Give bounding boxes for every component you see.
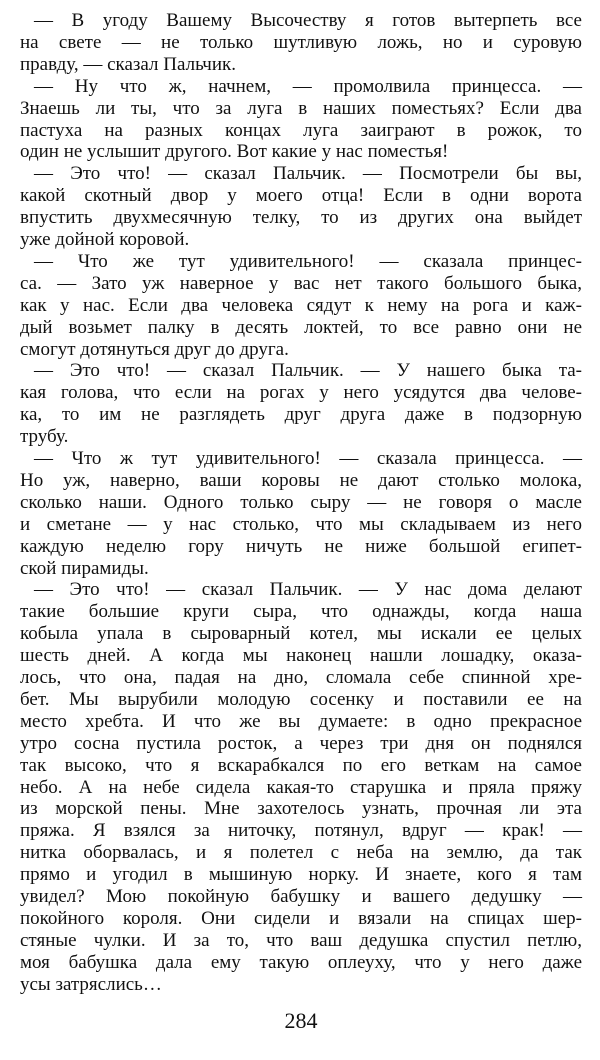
page-number: 284	[284, 1007, 318, 1033]
text-line: пастуха на разных концах луга заиграют в рожок, то	[20, 119, 582, 141]
text-line: увидел? Мою покойную бабушку и вашего дедушку —	[20, 886, 582, 907]
text-line: прямо и угодил в мышиную норку. И знаете, кого я там	[20, 864, 582, 886]
text-line: и сметане — у нас столько, что мы складываем из него	[20, 513, 582, 535]
text-line: трубу.	[20, 426, 69, 448]
text-line: так высоко, что я вскарабкался по его веткам на самое	[20, 754, 582, 776]
text-line: сколько наши. Одного только сыру — не говоря о масле	[20, 491, 582, 513]
text-line: как у нас. Если два человека сядут к нему на рога и каж-	[20, 294, 582, 316]
text-line: нитка оборвалась, и я полетел с неба на землю, да так	[20, 842, 582, 864]
text-line: один не услышит другого. Вот какие у нас поместья!	[20, 141, 449, 163]
text-line: усы затряслись…	[20, 973, 162, 995]
text-line: небо. А на небе сидела какая-то старушка и пряла пряжу	[20, 776, 582, 798]
text-line: такие большие круги сыра, что однажды, когда наша	[20, 601, 582, 623]
text-line: на свете — не только шутливую ложь, но и суровую	[20, 31, 582, 53]
text-line: кая голова, что если на рогах у него усядутся два челове-	[20, 382, 582, 404]
text-line: Знаешь ли ты, что за луга в наших поместьях? Если два	[20, 97, 582, 119]
text-line: — Ну что ж, начнем, — промолвила принцесса. —	[34, 75, 582, 97]
text-line: моя бабушка дала ему такую оплеуху, что у него даже	[20, 951, 582, 973]
text-line: какой скотный двор у моего отца! Если в одни ворота	[20, 185, 582, 207]
text-line: са. — Зато уж наверное у вас нет такого большого быка,	[20, 272, 582, 294]
text-line: — Это что! — сказал Пальчик. — Посмотрели бы вы,	[34, 163, 582, 185]
text-line: бет. Мы вырубили молодую сосенку и поставили ее на	[20, 688, 582, 710]
text-line: пряжа. Я взялся за ниточку, потянул, вдруг — крак! —	[20, 820, 582, 842]
text-line: — В угоду Вашему Высочеству я готов вытерпеть все	[34, 10, 582, 31]
text-line: ской пирамиды.	[20, 557, 149, 579]
text-line: — Это что! — сказал Пальчик. — У нашего быка та-	[34, 360, 582, 382]
text-line: лось, что она, падая на дно, сломала себе спинной хре-	[20, 667, 582, 688]
text-line: дый возьмет палку в десять локтей, то все равно они не	[20, 316, 582, 338]
text-line: — Это что! — сказал Пальчик. — У нас дома делают	[34, 579, 582, 601]
text-line: Но уж, наверно, ваши коровы не дают столько молока,	[20, 469, 582, 491]
text-line: шесть дней. А когда мы наконец нашли лошадку, оказа-	[20, 645, 582, 667]
text-line: правду, — сказал Пальчик.	[20, 53, 236, 75]
text-line: впустить двухмесячную телку, то из других она выйдет	[20, 207, 582, 229]
book-page	[20, 10, 582, 1050]
text-line: ка, то им не разглядеть друг друга даже в подзорную	[20, 404, 582, 426]
text-line: каждую неделю гору ничуть не ниже большой египет-	[20, 535, 582, 557]
text-line: из морской пены. Мне захотелось узнать, прочная ли эта	[20, 798, 582, 820]
text-line: утро сосна пустила росток, а через три дня он поднялся	[20, 732, 582, 754]
text-line: смогут дотянуться друг до друга.	[20, 338, 289, 360]
text-line: уже дойной коровой.	[20, 229, 190, 250]
text-line: стяные чулки. И за то, что ваш дедушка спустил петлю,	[20, 929, 582, 951]
text-line: кобыла упала в сыроварный котел, мы искали ее целых	[20, 623, 582, 645]
text-line: место хребта. И что же вы думаете: в одно прекрасное	[20, 710, 582, 732]
text-line: — Что же тут удивительного! — сказала принцес-	[34, 250, 582, 272]
text-line: — Что ж тут удивительного! — сказала принцесса. —	[34, 448, 582, 469]
text-line: покойного короля. Они сидели и вязали на спицах шер-	[20, 907, 582, 929]
